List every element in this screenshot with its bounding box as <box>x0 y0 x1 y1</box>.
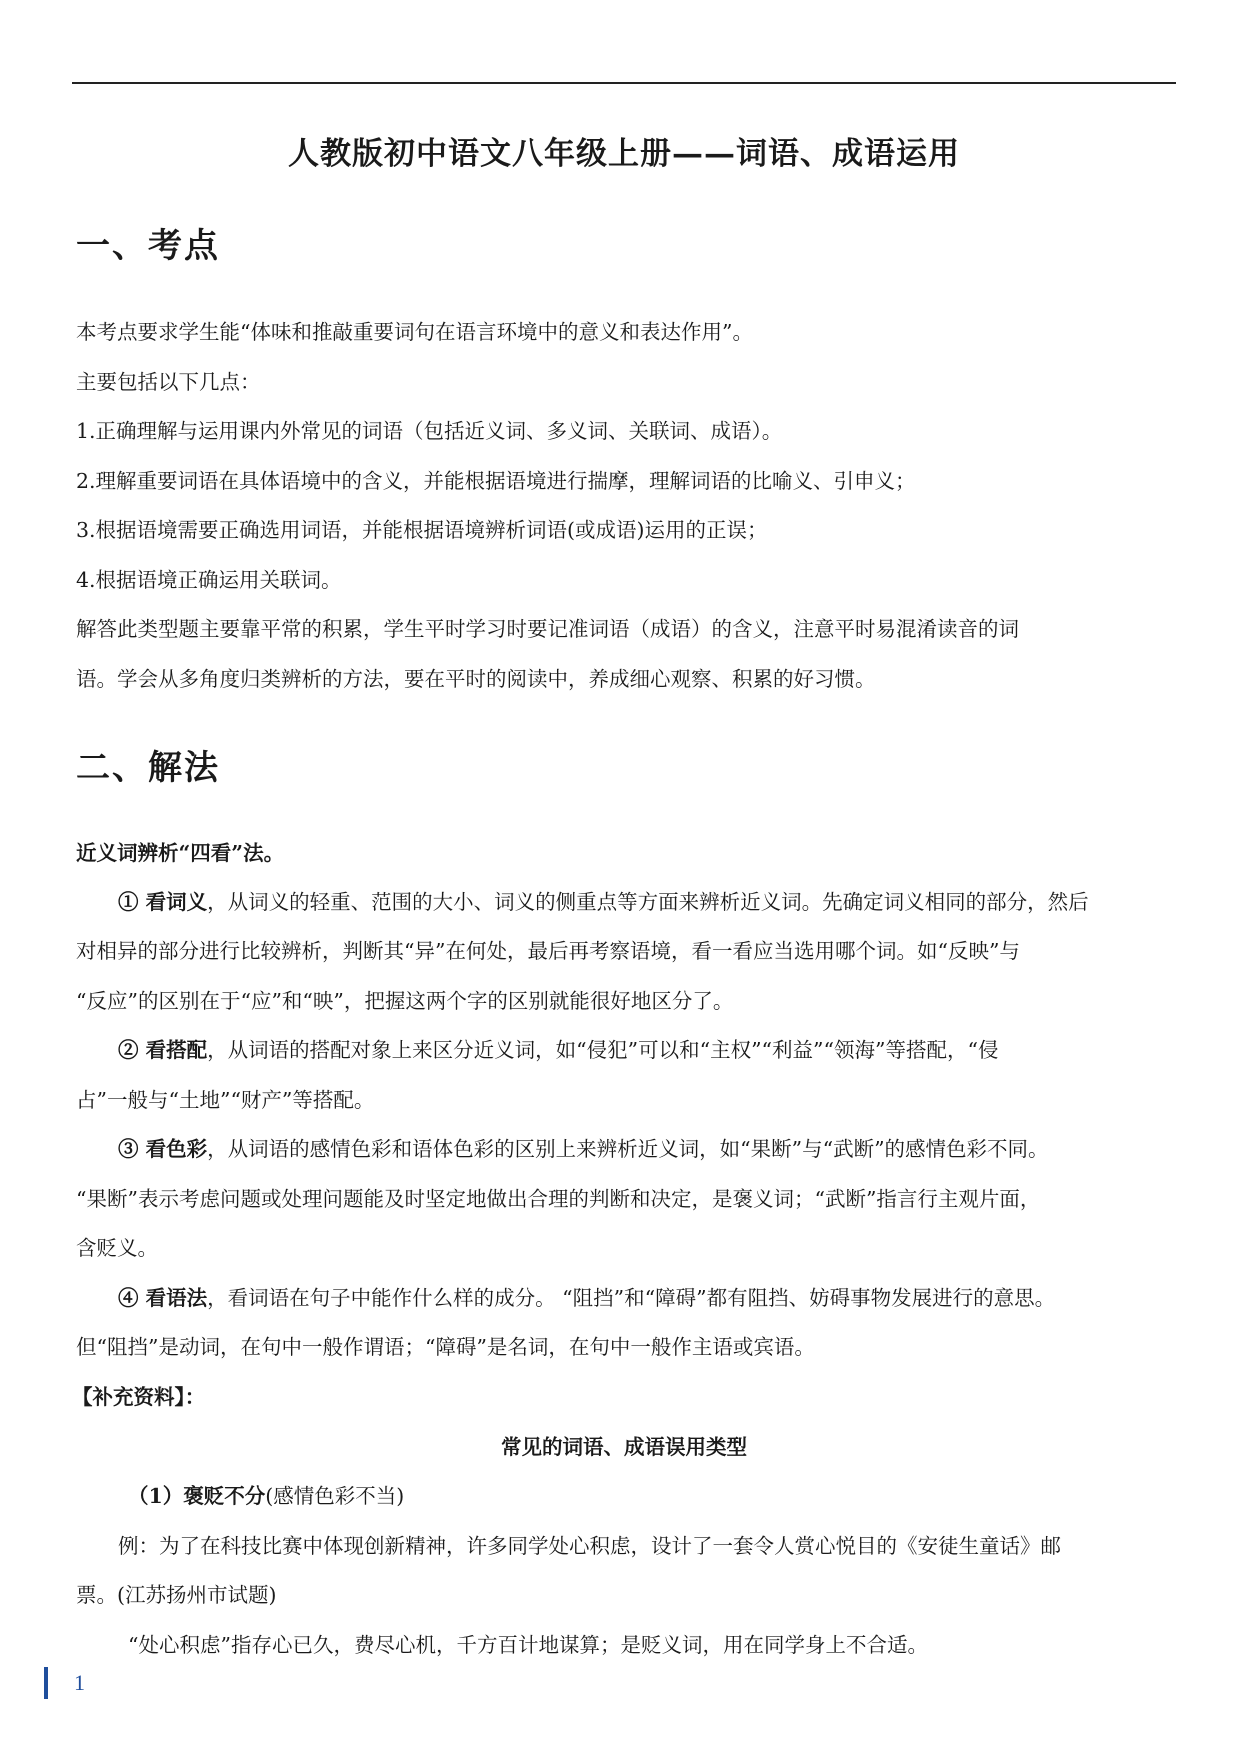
section-heading-exam-points: 一、考点 <box>76 226 220 266</box>
paragraph-line: 语。学会从多角度归类辨析的方法，要在平时的阅读中，养成细心观察、积累的好习惯。 <box>76 667 876 691</box>
error-type-label: （1）褒贬不分 <box>128 1484 266 1508</box>
paragraph-line: 主要包括以下几点： <box>76 370 261 394</box>
section-heading-methods: 二、解法 <box>76 748 220 788</box>
item-marker: ② 看搭配 <box>118 1038 208 1062</box>
item-marker: ③ 看色彩 <box>118 1137 208 1161</box>
example-line: 票。(江苏扬州市试题) <box>76 1583 277 1607</box>
paragraph-line: “果断”表示考虑问题或处理问题能及时坚定地做出合理的判断和决定，是褒义词；“武断”指言行主观片面， <box>76 1187 1041 1211</box>
paragraph-line: 但“阻挡”是动词，在句中一般作谓语；“障碍”是名词，在句中一般作主语或宾语。 <box>76 1335 815 1359</box>
page-number: 1 <box>74 1670 85 1695</box>
example-line: 例：为了在科技比赛中体现创新精神，许多同学处心积虑，设计了一套令人赏心悦目的《安徒生童话》邮 <box>118 1534 1061 1558</box>
footer-accent-bar <box>44 1667 48 1699</box>
method-item-collocation <box>118 1033 1178 1063</box>
error-type-1 <box>128 1479 1223 1509</box>
supplement-label: 【补充资料】： <box>72 1385 206 1409</box>
explanation-line: “处心积虑”指存心已久，费尽心机，千方百计地谋算；是贬义词，用在同学身上不合适。 <box>128 1633 928 1657</box>
method-item-grammar <box>118 1281 1178 1311</box>
list-item: 4.根据语境正确运用关联词。 <box>76 568 342 592</box>
item-marker: ① 看词义 <box>118 890 208 914</box>
error-type-note: (感情色彩不当) <box>265 1484 405 1508</box>
method-item-meaning <box>118 885 1178 915</box>
list-item: 1.正确理解与运用课内外常见的词语（包括近义词、多义词、关联词、成语）。 <box>76 419 783 443</box>
header-rule <box>72 82 1176 84</box>
paragraph-line: 解答此类型题主要靠平常的积累，学生平时学习时要记准词语（成语）的含义，注意平时易混淆读音的词 <box>76 617 1019 641</box>
paragraph-line: “反应”的区别在于“应”和“映”，把握这两个字的区别就能很好地区分了。 <box>76 989 734 1013</box>
item-text: ，从词语的搭配对象上来区分近义词，如“侵犯”可以和“主权”“利益”“领海”等搭配，“侵 <box>207 1038 999 1062</box>
list-item: 2.理解重要词语在具体语境中的含义，并能根据语境进行揣摩，理解词语的比喻义、引申义； <box>76 469 916 493</box>
page-footer <box>44 1666 85 1700</box>
item-text: ，从词义的轻重、范围的大小、词义的侧重点等方面来辨析近义词。先确定词义相同的部分，然后 <box>207 890 1089 914</box>
paragraph-line: 占”一般与“土地”“财产”等搭配。 <box>76 1088 375 1112</box>
paragraph-line: 本考点要求学生能“体味和推敲重要词句在语言环境中的意义和表达作用”。 <box>76 320 753 344</box>
subheading-synonym-method: 近义词辨析“四看”法。 <box>76 841 285 865</box>
method-item-connotation <box>118 1132 1178 1162</box>
item-text: ，从词语的感情色彩和语体色彩的区别上来辨析近义词，如“果断”与“武断”的感情色彩不同。 <box>207 1137 1049 1161</box>
paragraph-line: 对相异的部分进行比较辨析，判断其“异”在何处，最后再考察语境，看一看应当选用哪个词。如“反映”与 <box>76 939 1020 963</box>
item-marker: ④ 看语法 <box>118 1286 208 1310</box>
item-text: ，看词语在句子中能作什么样的成分。 “阻挡”和“障碍”都有阻挡、妨碍事物发展进行的意思。 <box>207 1286 1056 1310</box>
document-title: 人教版初中语文八年级上册——词语、成语运用 <box>288 136 960 172</box>
paragraph-line: 含贬义。 <box>76 1236 158 1260</box>
list-item: 3.根据语境需要正确选用词语，并能根据语境辨析词语(或成语)运用的正误； <box>76 518 768 542</box>
supplement-title: 常见的词语、成语误用类型 <box>501 1435 747 1459</box>
